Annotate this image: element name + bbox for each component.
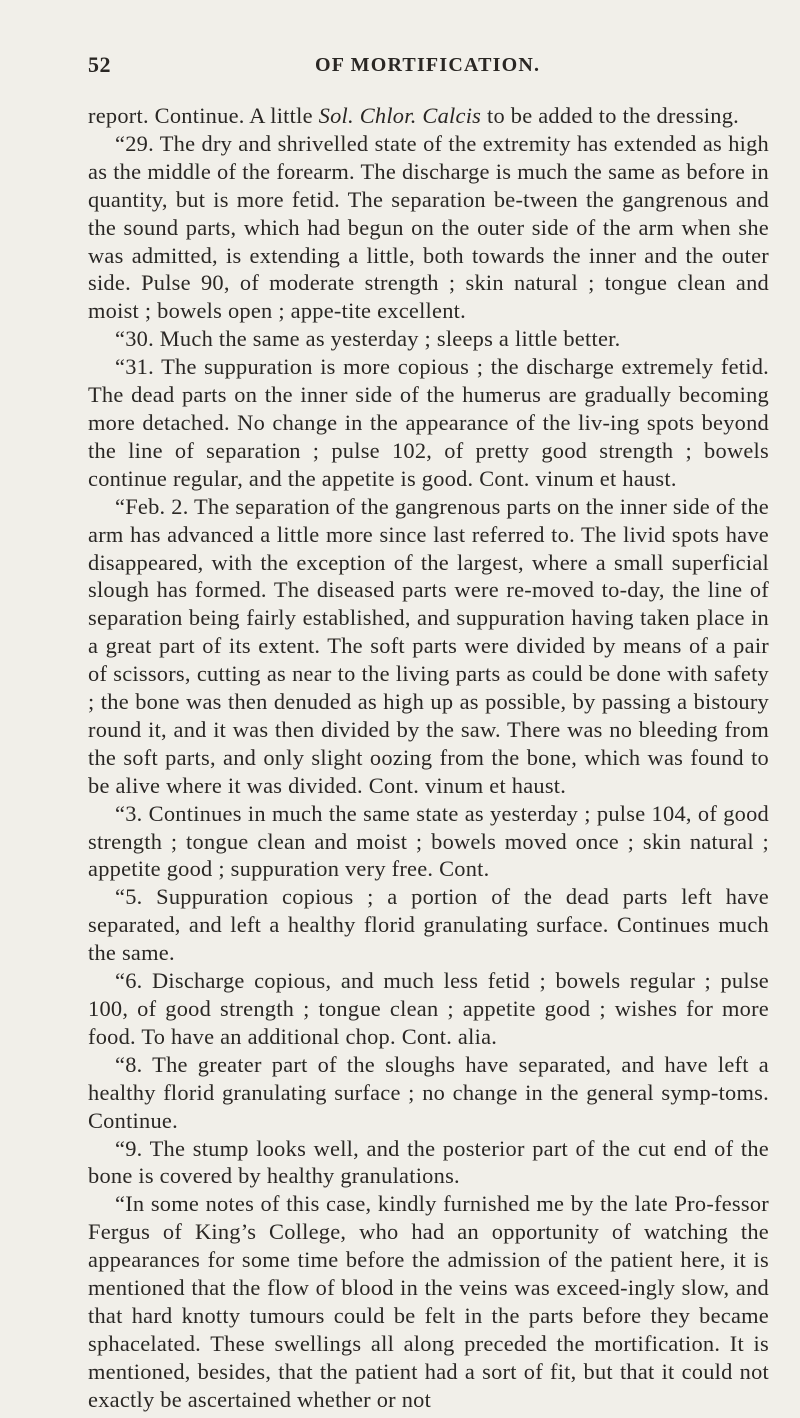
text-body	[88, 102, 769, 1414]
continuation-text-after: to be added to the dressing.	[481, 103, 739, 128]
running-head	[88, 52, 769, 92]
continuation-italic-text: Sol. Chlor. Calcis	[318, 103, 482, 128]
paragraph-day-3: “3. Continues in much the same state as yesterday ; pulse 104, of good strength ; tongue clean and moist ; bowels moved once ; skin natural ; appetite good ; suppuration very free. Cont.	[88, 800, 769, 882]
paragraph-day-30: “30. Much the same as yesterday ; sleeps a little better.	[115, 326, 621, 352]
paragraph-day-29: “29. The dry and shrivelled state of the extremity has extended as high as the middle of the forearm. The discharge is much the same as before in quantity, but is more fetid. The separation be-tween the gangrenous and the sound parts, which had begun on the outer side of the arm when she was admitted, is extending a little, both towards the inner and the outer side. Pulse 90, of moderate strength ; skin natural ; tongue clean and moist ; bowels open ; appe-tite excellent.	[88, 130, 769, 324]
paragraph-feb-2: “Feb. 2. The separation of the gangrenous parts on the inner side of the arm has advanced a little more since last referred to. The livid spots have disappeared, with the exception of the largest, where a small superficial slough has formed. The diseased parts were re-moved to-day, the line of separation being fairly established, and suppuration having taken place in a great part of its extent. The soft parts were divided by means of a pair of scissors, cutting as near to the living parts as could be done with safety ; the bone was then denuded as high up as possible, by passing a bistoury round it, and it was then divided by the saw. There was no bleeding from the soft parts, and only slight oozing from the bone, which was found to be alive where it was divided. Cont. vinum et haust.	[88, 493, 769, 798]
continuation-text-before: report. Continue. A little	[88, 103, 319, 128]
paragraph-day-6: “6. Discharge copious, and much less fetid ; bowels regular ; pulse 100, of good strength ; tongue clean ; appetite good ; wishes for more food. To have an additional chop. Cont. alia.	[88, 968, 769, 1049]
paragraph-day-31: “31. The suppuration is more copious ; the discharge extremely fetid. The dead parts on the inner side of the humerus are gradually becoming more detached. No change in the appearance of the liv-ing spots beyond the line of separation ; pulse 102, of pretty good strength ; bowels continue regular, and the appetite is good. Cont. vinum et haust.	[88, 354, 769, 491]
paragraph-day-8: “8. The greater part of the sloughs have separated, and have left a healthy florid granulating surface ; no change in the general symp-toms. Continue.	[88, 1051, 769, 1133]
paragraph-day-9: “9. The stump looks well, and the posterior part of the cut end of the bone is covered by healthy granulations.	[88, 1135, 769, 1189]
page-number: 52	[88, 52, 111, 77]
running-title: OF MORTIFICATION.	[315, 54, 541, 76]
paragraph-fergus-notes: “In some notes of this case, kindly furnished me by the late Pro-fessor Fergus of King’s College, who had an opportunity of watching the appearances for some time before the admission of the patient here, it is mentioned that the flow of blood in the veins was exceed-ingly slow, and that hard knotty tumours could be felt in the parts before they became sphacelated. These swellings all along preceded the mortification. It is mentioned, besides, that the patient had a sort of fit, but that it could not exactly be ascertained whether or not	[88, 1191, 769, 1412]
paragraph-day-5: “5. Suppuration copious ; a portion of the dead parts left have separated, and left a healthy florid granulating surface. Continues much the same.	[88, 884, 769, 966]
paragraph-continuation	[88, 102, 769, 130]
